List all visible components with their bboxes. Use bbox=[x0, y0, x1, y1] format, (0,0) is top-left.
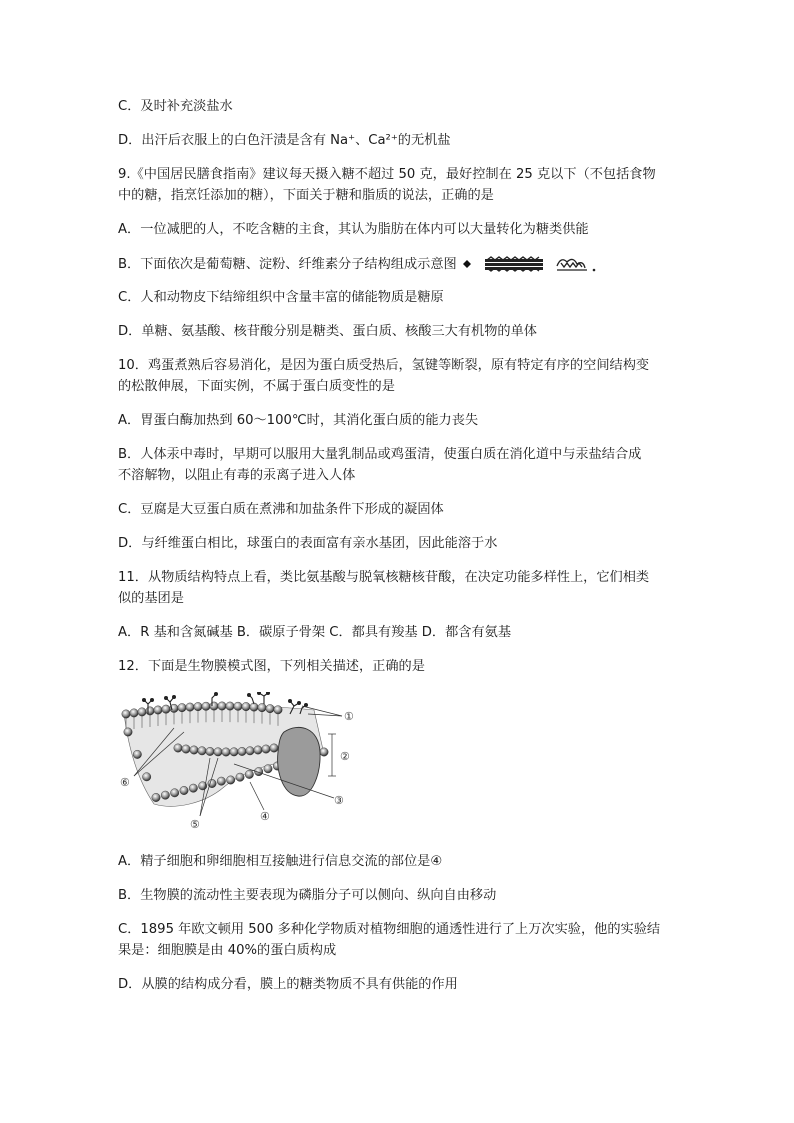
option-text: B．下面依次是葡萄糖、淀粉、纤维素分子结构组成示意图 bbox=[118, 257, 457, 272]
option-line: D．出汗后衣服上的白色汗渍是含有 Na⁺、Ca²⁺的无机盐 bbox=[118, 133, 451, 148]
option-line-with-diagram bbox=[118, 254, 601, 275]
question-9-stem: 9.《中国居民膳食指南》建议每天摄入糖不超过 50 克，最好控制在 25 克以下（不包括食物 bbox=[118, 167, 656, 182]
question-10-stem: 10．鸡蛋煮熟后容易消化，是因为蛋白质受热后，氢键等断裂，原有特定有序的空间结构变 bbox=[118, 358, 650, 373]
label-4: ④ bbox=[260, 810, 270, 823]
option-text: A．胃蛋白酶加热到 60～100℃时，其消化蛋白质的能力丧失 bbox=[118, 413, 479, 428]
question-10-stem-cont: 的松散伸展，下面实例，不属于蛋白质变性的是 bbox=[118, 379, 395, 394]
option-line: C．1895 年欧文顿用 500 多种化学物质对植物细胞的通透性进行了上万次实验，他的实验结 bbox=[118, 922, 661, 937]
option-line: C．及时补充淡盐水 bbox=[118, 99, 233, 114]
sugar-structure-diagram bbox=[461, 254, 601, 274]
label-6: ⑥ bbox=[120, 776, 130, 789]
option-line: C．豆腐是大豆蛋白质在煮沸和加盐条件下形成的凝固体 bbox=[118, 502, 444, 517]
option-line: C．人和动物皮下结缔组织中含量丰富的储能物质是糖原 bbox=[118, 290, 444, 305]
option-line: B．生物膜的流动性主要表现为磷脂分子可以侧向、纵向自由移动 bbox=[118, 888, 497, 903]
option-line-cont: 不溶解物，以阻止有毒的汞离子进入人体 bbox=[118, 468, 356, 483]
label-1: ① bbox=[344, 710, 354, 723]
option-line-cont: 果是：细胞膜是由 40%的蛋白质构成 bbox=[118, 943, 337, 958]
question-12-stem: 12．下面是生物膜模式图，下列相关描述，正确的是 bbox=[118, 659, 425, 674]
question-11-stem: 11．从物质结构特点上看，类比氨基酸与脱氧核糖核苷酸，在决定功能多样性上，它们相类 bbox=[118, 570, 650, 585]
options-row: A．R 基和含氮碱基 B．碳原子骨架 C．都具有羧基 D．都含有氨基 bbox=[118, 625, 512, 640]
question-9-stem-cont: 中的糖，指烹饪添加的糖），下面关于糖和脂质的说法，正确的是 bbox=[118, 188, 494, 203]
label-5: ⑤ bbox=[190, 818, 200, 831]
option-line: A．精子细胞和卵细胞相互接触进行信息交流的部位是④ bbox=[118, 854, 443, 869]
label-2: ② bbox=[340, 750, 350, 763]
question-11-stem-cont: 似的基团是 bbox=[118, 591, 184, 606]
option-line: A．一位减肥的人，不吃含糖的主食，其认为脂肪在体内可以大量转化为糖类供能 bbox=[118, 222, 589, 237]
option-line bbox=[118, 411, 478, 431]
option-line: B．人体汞中毒时，早期可以服用大量乳制品或鸡蛋清，使蛋白质在消化道中与汞盐结合成 bbox=[118, 447, 642, 462]
option-line: D．单糖、氨基酸、核苷酸分别是糖类、蛋白质、核酸三大有机物的单体 bbox=[118, 324, 537, 339]
option-line: D．从膜的结构成分看，膜上的糖类物质不具有供能的作用 bbox=[118, 977, 458, 992]
option-line: D．与纤维蛋白相比，球蛋白的表面富有亲水基团，因此能溶于水 bbox=[118, 536, 498, 551]
cell-membrane-diagram bbox=[114, 692, 364, 837]
label-3: ③ bbox=[334, 794, 344, 807]
